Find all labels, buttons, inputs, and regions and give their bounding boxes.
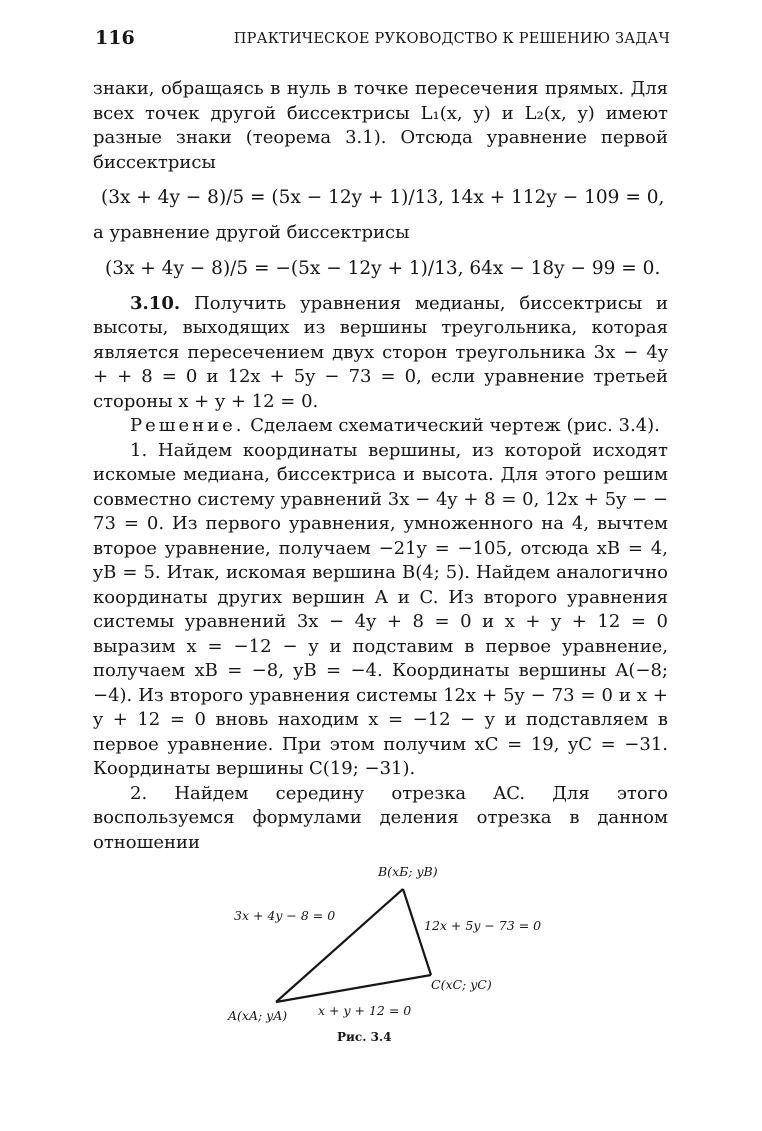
vertex-a-label: A(xA; yA) — [228, 1008, 288, 1023]
side-ab-equation: 3x + 4y − 8 = 0 — [234, 908, 336, 923]
side-bc-equation: 12x + 5y − 73 = 0 — [424, 918, 542, 933]
solution-step-1: 1. Найдем координаты вершины, из которой исходят искомые медиана, биссектриса и высота. Для этого решим совместно систему уравнений 3x − 4y + 8 = 0, 12x + 5y − − 73 = 0. Из первого уравнения, умноженного на 4, вычтем второе уравнение, получаем −21y = −105, отсюда xB = 4, yB = 5. Итак, искомая вершина B(4; 5). Найдем аналогично координаты других вершин A и C. Из второго уравнения системы уравнений 3x − 4y + 8 = 0 и x + y + 12 = 0 выразим x = −12 − y и подставим в первое уравнение, получаем xB = −8, yB = −4. Координаты вершины A(−8; −4). Из второго уравнения системы 12x + 5y − 73 = 0 и x + y + 12 = 0 вновь находим x = −12 − y и подставляем в первое уравнение. При этом получим xC = 19, yC = −31. Координаты вершины C(19; −31). — [93, 439, 668, 779]
solution-step-2: 2. Найдем середину отрезка AC. Для этого воспользуемся формулами деления отрезка в данном отношении — [93, 782, 668, 853]
running-title: ПРАКТИЧЕСКОЕ РУКОВОДСТВО К РЕШЕНИЮ ЗАДАЧ — [233, 31, 670, 47]
solution-intro — [93, 414, 668, 439]
page-header — [95, 27, 670, 53]
paragraph-second-bisector: а уравнение другой биссектрисы — [93, 222, 410, 243]
page-body — [93, 77, 668, 855]
side-ac-equation: x + y + 12 = 0 — [318, 1003, 412, 1018]
problem-number: 3.10. — [130, 292, 181, 314]
problem-text: Получить уравнения медианы, биссектрисы и высоты, выходящих из вершины треугольника, которая является пересечением двух сторон треугольника 3x − 4y + + 8 = 0 и 12x + 5y − 73 = 0, если уравнение третьей стороны x + y + 12 = 0. — [93, 292, 668, 412]
side-ab-line — [276, 889, 403, 1002]
problem-statement — [93, 292, 668, 415]
triangle-diagram — [222, 856, 582, 1056]
page-number: 116 — [95, 27, 135, 49]
formula-second-bisector: (3x + 4y − 8)/5 = −(5x − 12y + 1)/13, 64x − 18y − 99 = 0. — [105, 257, 661, 279]
triangle-figure — [222, 856, 582, 1056]
solution-text: Сделаем схематический чертеж (рис. 3.4). — [250, 415, 660, 436]
figure-caption: Рис. 3.4 — [337, 1030, 392, 1044]
vertex-c-label: C(xC; yC) — [431, 977, 492, 992]
paragraph-bisector-intro: знаки, обращаясь в нуль в точке пересечения прямых. Для всех точек другой биссектрисы L₁(x, y) и L₂(x, y) имеют разные знаки (теорема 3.1). Отсюда уравнение первой биссектрисы — [93, 78, 668, 173]
solution-label: Решение. — [130, 415, 245, 436]
formula-first-bisector: (3x + 4y − 8)/5 = (5x − 12y + 1)/13, 14x + 112y − 109 = 0, — [101, 187, 665, 208]
side-ac-line — [276, 975, 431, 1002]
vertex-b-label: B(xБ; yB) — [378, 864, 438, 879]
